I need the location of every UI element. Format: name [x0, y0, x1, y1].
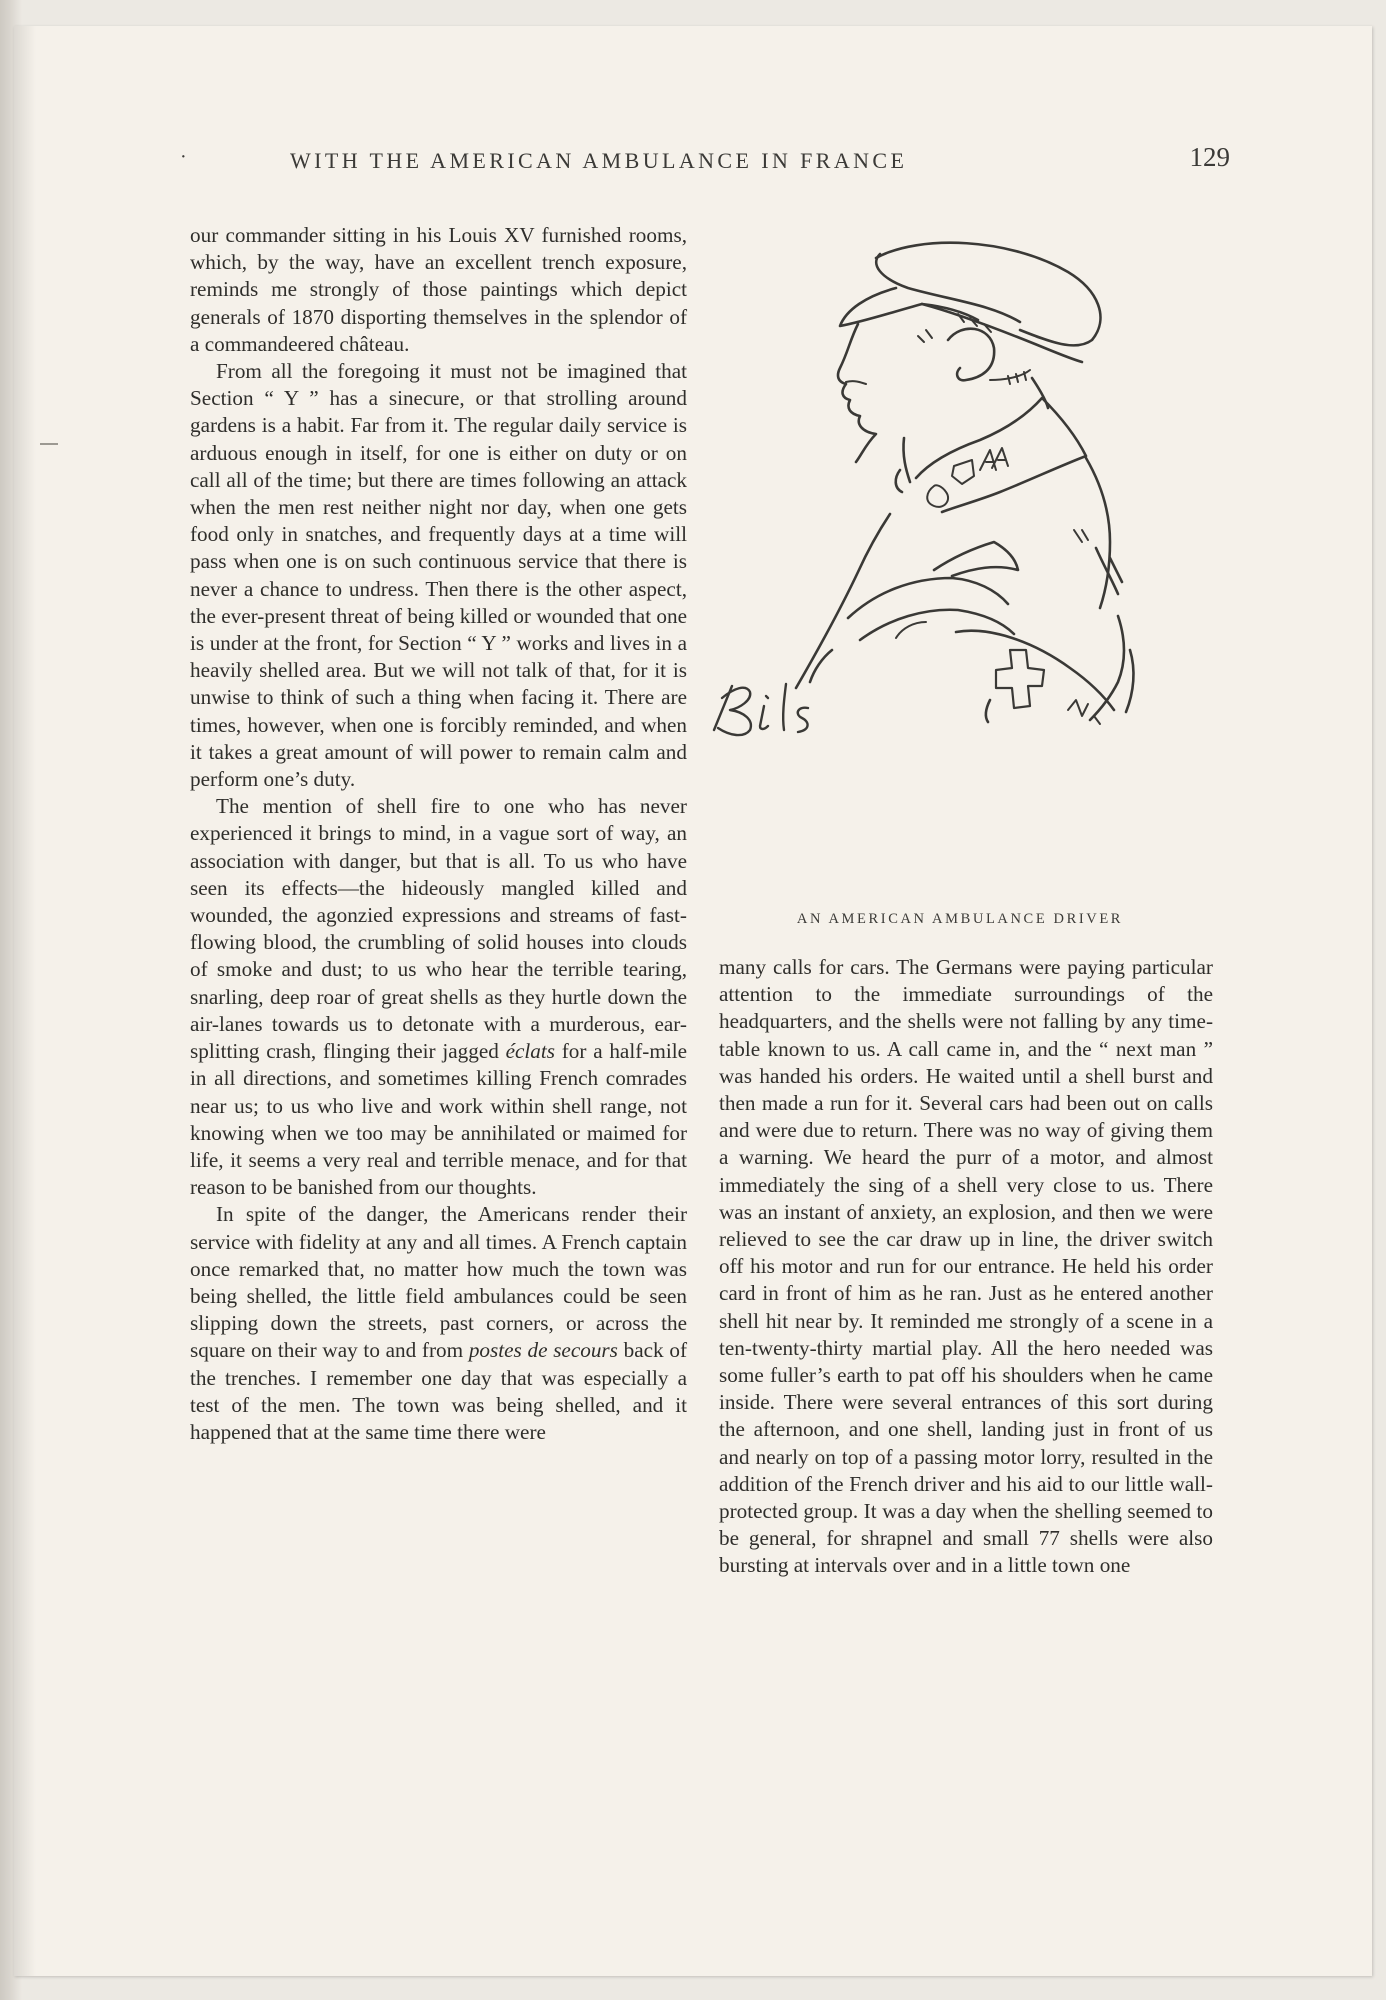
- page-header: [180, 142, 1230, 182]
- paragraph-4: [190, 1201, 687, 1446]
- paragraph-4-text-a: In spite of the danger, the Americans render their service with fidelity at any and all times. A French captain once remarked that, no matter how much the town was being shelled, the little field ambulances could be seen slipping down the streets, past corners, or across the square on their way to and from: [190, 1202, 687, 1363]
- coat-back: [1086, 458, 1110, 608]
- gutter-shadow: [14, 26, 36, 1976]
- collar-insignia-shield: [952, 460, 974, 484]
- arm-band-lower: [860, 610, 1014, 640]
- red-cross-icon: [996, 650, 1044, 708]
- paragraph-3: [190, 793, 687, 1201]
- coat-hem-right: [1090, 616, 1124, 720]
- cap-visor: [840, 288, 978, 326]
- italic-eclats: éclats: [505, 1039, 555, 1064]
- paragraph-4-text-b: back of the trenches. I remember one day that was especially a test of the men. The town was being shelled, and it happened that at the same time there were: [190, 1338, 687, 1444]
- collar: [916, 398, 1086, 512]
- left-column: [190, 222, 687, 1446]
- coat-front: [796, 514, 890, 688]
- paragraph-2: From all the foregoing it must not be imagined that Section “ Y ” has a sinecure, or that strolling around gardens is a habit. Far from it. The regular daily service is arduous enough in itself, for one is either on duty or on call all of the time; but there are times following an attack when the men rest neither night nor day, when one gets food only in snatches, and frequently days at a time will pass when one is on such continuous service that there is never a chance to undress. Then there is the other aspect, the ever-present threat of being killed or wounded that one is under at the front, for Section “ Y ” works and lives in a heavily shelled area. But we will not talk of that, for it is unwise to think of such a thing when facing it. There are times, however, when one is forcibly reminded, and when it takes a great amount of will power to remain calm and perform one’s duty.: [190, 359, 687, 792]
- running-head: WITH THE AMERICAN AMBULANCE IN FRANCE: [290, 148, 908, 173]
- paragraph-3-text-a: The mention of shell fire to one who has never experienced it brings to mind, in a vague sort of way, an association with danger, but that is all. To us who have seen its effects—the hideously mangled killed and wounded, the agonzied expressions and streams of fast-flowing blood, the crumbling of solid houses into clouds of smoke and dust; to us who hear the terrible tearing, snarling, deep roar of great shells as they hurtle down the air-lanes towards us to detonate with a murderous, ear-splitting crash, flinging their jagged: [190, 794, 687, 1064]
- margin-mark: [40, 443, 58, 445]
- artist-signature: [714, 684, 808, 735]
- illustration-caption: AN AMERICAN AMBULANCE DRIVER: [796, 911, 1124, 927]
- ear: [948, 329, 994, 381]
- collar-insignia-aa: [980, 448, 1008, 470]
- right-column: [719, 954, 1213, 1580]
- paragraph-1: our commander sitting in his Louis XV furnished rooms, which, by the way, have an excellent trench exposure, reminds me strongly of those paintings which depict generals of 1870 disporting themselves in the splendor of a commandeered château.: [190, 223, 687, 356]
- arm-band-outline: [956, 631, 1114, 710]
- right-paragraph: many calls for cars. The Germans were paying particular attention to the immediate surroundings of the headquarters, and the shells were not falling by any time-table known to us. A call came in, and the “ next man ” was handed his orders. He waited until a shell burst and then made a run for it. Several cars had been out on calls and were due to return. There was no way of giving them a warning. We heard the purr of a motor, and almost immediately the sing of a shell very close to us. There was an instant of anxiety, an explosion, and then we were relieved to see the car draw up in line, the driver switch off his motor and run for our entrance. He held his order card in front of him as he ran. Just as he entered another shell hit near by. It reminded me strongly of a scene in a ten-twenty-thirty martial play. All the hero needed was some fuller’s earth to pat off his shoulders when he came inside. There were several entrances of this sort during the afternoon, and one shell, landing just in front of us and nearly on top of a passing motor lorry, resulted in the addition of the French driver and his aid to our little wall-protected group. It was a day when the shelling seemed to be general, for shrapnel and small 77 shells were also bursting at intervals over and in a little town one: [719, 955, 1213, 1578]
- page-number: 129: [1189, 142, 1230, 172]
- paragraph-3-text-b: for a half-mile in all directions, and sometimes killing French comrades near us; to us who live and work within shell range, not knowing when we too may be annihilated or maimed for life, it seems a very real and terrible menace, and for that reason to be banished from our thoughts.: [190, 1039, 687, 1200]
- ambulance-driver-sketch: [690, 230, 1200, 910]
- face-profile: [838, 324, 876, 462]
- italic-postes-de-secours: postes de secours: [468, 1338, 618, 1363]
- header-dot: ·: [180, 146, 187, 168]
- neck-front: [903, 438, 910, 482]
